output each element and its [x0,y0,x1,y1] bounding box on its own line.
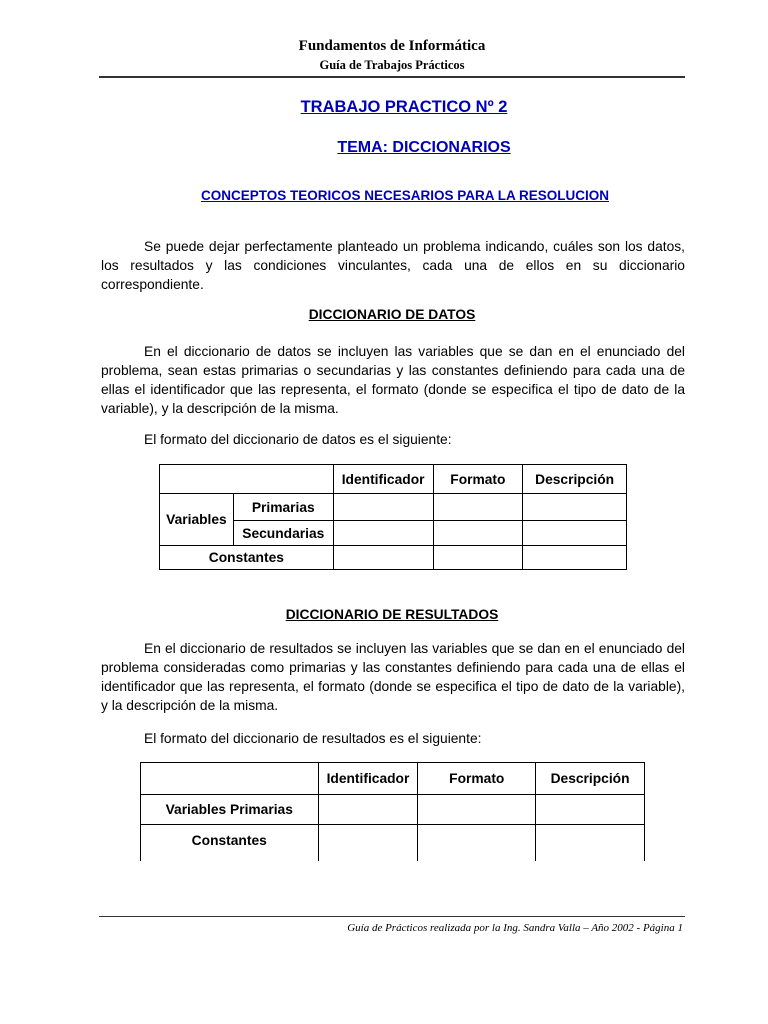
conceptos-heading: CONCEPTOS TEORICOS NECESARIOS PARA LA RESOLUCION [200,188,610,203]
tema-heading: TEMA: DICCIONARIOS [337,139,511,156]
tp-heading: TRABAJO PRACTICO Nº 2 [300,98,508,116]
resultados-dictionary-table [140,762,645,861]
document-header-title: Fundamentos de Informática [298,38,486,54]
table-cell [433,494,523,521]
variables-primarias-label: Variables Primarias [141,795,319,825]
table-corner-cell [160,465,334,494]
document-header-subtitle: Guía de Trabajos Prácticos [319,58,465,72]
resultados-section-title: DICCIONARIO DE RESULTADOS [285,607,499,622]
table-cell [333,494,433,521]
header-descripcion: Descripción [523,465,627,494]
table-cell [333,521,433,546]
constantes-label: Constantes [141,825,319,861]
table-cell [418,825,536,861]
table-cell [433,521,523,546]
primarias-label: Primarias [233,494,333,521]
table-cell [433,546,523,570]
intro-paragraph: Se puede dejar perfectamente planteado un problema indicando, cuáles son los datos, los resultados y las condiciones vinculantes, cada una de ellos en su diccionario correspondiente. [101,239,685,292]
table-cell [523,494,627,521]
table-cell [318,795,418,825]
secundarias-label: Secundarias [233,521,333,546]
table-cell [523,546,627,570]
header-descripcion: Descripción [536,763,645,795]
datos-dictionary-table [159,464,627,570]
header-identificador: Identificador [333,465,433,494]
variables-label: Variables [160,494,234,546]
datos-paragraph: En el diccionario de datos se incluyen las variables que se dan en el enunciado del problema, sean estas primarias o secundarias y las constantes definiendo para cada una de ellas el identificador que las representa, el formato (donde se especifica el tipo de dato de la variable), y la descripción de la misma. [101,344,685,416]
datos-section-title: DICCIONARIO DE DATOS [308,307,476,322]
table-cell [536,825,645,861]
table-cell [333,546,433,570]
page-footer: Guía de Prácticos realizada por la Ing. Sandra Valla – Año 2002 - Página 1 [347,922,683,934]
table-cell [418,795,536,825]
table-cell [318,825,418,861]
footer-divider [99,916,685,917]
header-divider [99,76,685,78]
header-identificador: Identificador [318,763,418,795]
table-cell [536,795,645,825]
resultados-format-paragraph: El formato del diccionario de resultados es el siguiente: [144,731,482,746]
table-cell [523,521,627,546]
resultados-paragraph: En el diccionario de resultados se incluyen las variables que se dan en el enunciado del problema consideradas como primarias y las constantes definiendo para cada una de ellas el identificador que las representa, el formato (donde se especifica el tipo de dato de la variable), y la descripción de la misma. [101,641,685,713]
header-formato: Formato [418,763,536,795]
header-formato: Formato [433,465,523,494]
table-corner-cell [141,763,319,795]
constantes-label: Constantes [160,546,334,570]
datos-format-paragraph: El formato del diccionario de datos es el siguiente: [144,432,452,447]
